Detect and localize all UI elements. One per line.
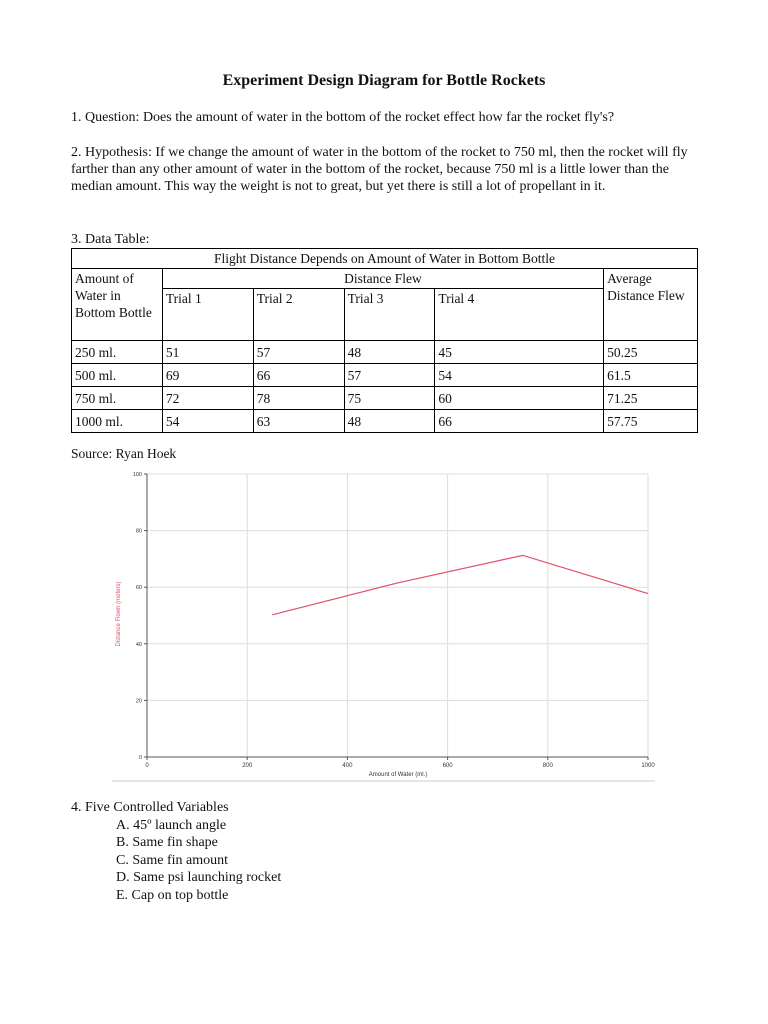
y-tick-label: 20 [135,698,142,705]
cell-average: 50.25 [604,341,698,364]
cell-average: 61.5 [604,364,698,387]
list-item: D. Same psi launching rocket [116,870,282,885]
cell-trial: 78 [253,387,344,410]
controlled-variables-list [71,817,281,905]
data-table [71,248,698,433]
cell-trial: 72 [162,387,253,410]
table-caption: Flight Distance Depends on Amount of Water in Bottom Bottle [72,249,698,269]
header-trial-3: Trial 3 [344,289,435,341]
document-title: Experiment Design Diagram for Bottle Rockets [222,72,546,89]
cell-trial: 66 [253,364,344,387]
cell-average: 71.25 [604,387,698,410]
list-item: C. Same fin amount [116,852,228,868]
y-tick-label: 80 [135,528,142,535]
cell-trial: 51 [162,341,253,364]
header-distance: Distance Flew [162,269,603,289]
cell-trial: 63 [253,410,344,433]
cell-trial: 75 [344,387,435,410]
y-axis-label: Distance Flown (meters) [116,581,122,647]
cell-trial: 54 [162,410,253,433]
cell-trial: 57 [253,341,344,364]
list-item: A. 45º launch angle [116,817,227,833]
cell-water: 750 ml. [72,387,163,410]
header-water: Amount of Water in Bottom Bottle [72,269,163,341]
controlled-variables-heading: 4. Five Controlled Variables [71,800,229,815]
header-trial-4: Trial 4 [435,289,604,341]
cell-trial: 66 [435,410,604,433]
cell-trial: 48 [344,410,435,433]
table-row [72,410,698,433]
x-tick-label: 400 [342,763,353,769]
cell-water: 1000 ml. [72,410,163,433]
table-row [72,364,698,387]
y-tick-label: 0 [138,755,142,761]
header-trial-2: Trial 2 [253,289,344,341]
x-tick-label: 800 [542,763,553,769]
x-tick-label: 1000 [641,763,655,769]
cell-water: 500 ml. [72,364,163,387]
question-text: 1. Question: Does the amount of water in the bottom of the rocket effect how far the rocket fly's? [71,110,615,125]
header-average: Average Distance Flew [604,269,698,341]
y-tick-label: 60 [135,585,142,592]
x-tick-label: 600 [442,763,453,769]
x-axis-label: Amount of Water (ml.) [368,772,428,778]
y-tick-label: 40 [135,641,142,648]
x-tick-label: 0 [145,763,149,769]
cell-trial: 45 [435,341,604,364]
cell-trial: 54 [435,364,604,387]
cell-trial: 48 [344,341,435,364]
chart-background [112,466,660,784]
cell-trial: 69 [162,364,253,387]
distance-line-chart [112,466,660,784]
cell-trial: 57 [344,364,435,387]
header-trial-1: Trial 1 [162,289,253,341]
cell-water: 250 ml. [72,341,163,364]
list-item: B. Same fin shape [116,835,218,850]
controlled-variables [71,799,281,904]
list-item: E. Cap on top bottle [116,887,229,903]
table-row [72,387,698,410]
x-tick-label: 200 [242,763,253,769]
y-tick-label: 100 [132,472,142,478]
table-row [72,341,698,364]
cell-average: 57.75 [604,410,698,433]
hypothesis-text: 2. Hypothesis: If we change the amount of water in the bottom of the rocket to 750 ml, then the rocket will fly farther than any other amount of water in the bottom of the rocket, because 750 ml is a little lower than the median amount. This way the weight is not to great, but yet there is still a lot of propellant in it. [71,145,688,194]
source-text: Source: Ryan Hoek [71,446,177,461]
data-table-label: 3. Data Table: [71,232,150,247]
cell-trial: 60 [435,387,604,410]
